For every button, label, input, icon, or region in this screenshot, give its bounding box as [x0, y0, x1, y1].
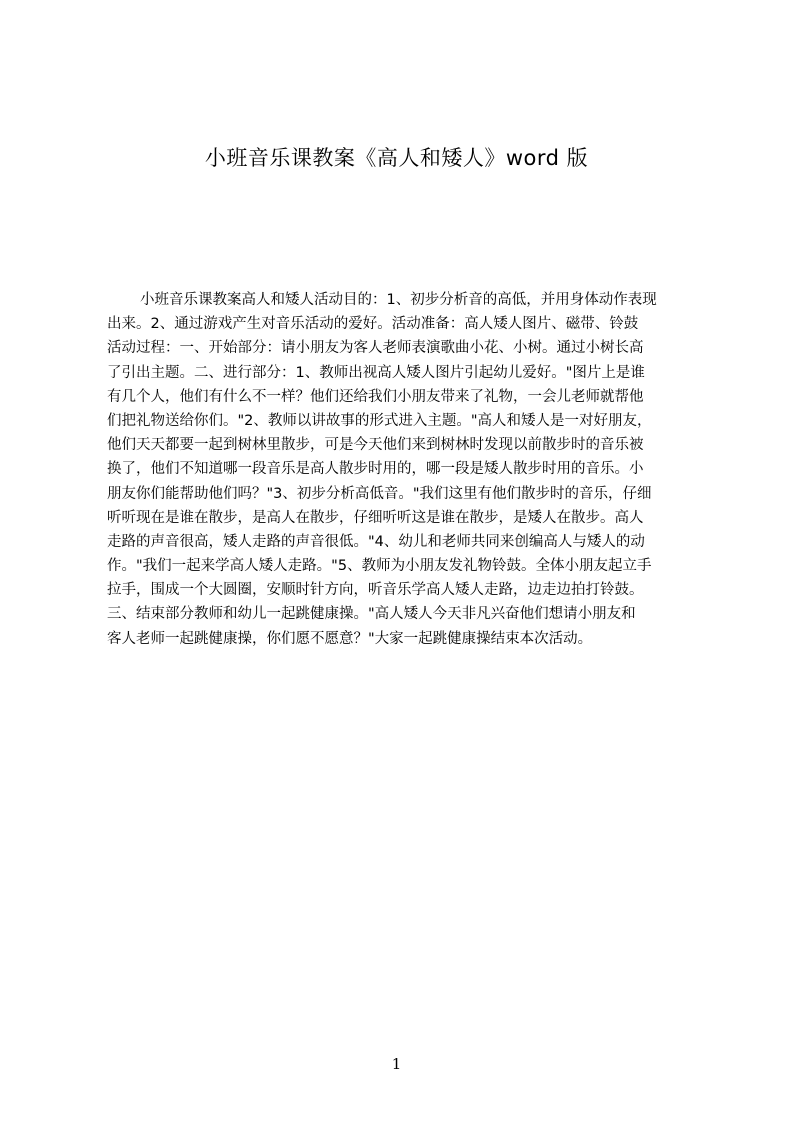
body-line: 他们天天都要一起到树林里散步，可是今天他们来到树林时发现以前散步时的音乐被 — [107, 437, 644, 454]
body-line: 走路的声音很高，矮人走路的声音很低。"4、幼儿和老师共同来创编高人与矮人的动 — [107, 533, 645, 550]
body-line: 出来。2、通过游戏产生对音乐活动的爱好。活动准备：高人矮人图片、磁带、铃鼓 — [107, 316, 639, 333]
body-line: 换了，他们不知道哪一段音乐是高人散步时用的，哪一段是矮人散步时用的音乐。小 — [107, 461, 644, 478]
body-line: 朋友你们能帮助他们吗？"3、初步分析高低音。"我们这里有他们散步时的音乐，仔细 — [107, 485, 652, 502]
body-line: 作。"我们一起来学高人矮人走路。"5、教师为小朋友发礼物铃鼓。全体小朋友起立手 — [107, 558, 652, 575]
page-number: 1 — [391, 1055, 402, 1073]
body-line: 活动过程：一、开始部分：请小朋友为客人老师表演歌曲小花、小树。通过小树长高 — [107, 340, 644, 357]
body-line: 了引出主题。二、进行部分：1、教师出视高人矮人图片引起幼儿爱好。"图片上是谁 — [107, 364, 645, 381]
body-line: 有几个人，他们有什么不一样？他们还给我们小朋友带来了礼物，一会儿老师就帮他 — [107, 388, 644, 405]
document-body — [107, 288, 698, 651]
body-line: 听听现在是谁在散步，是高人在散步，仔细听听这是谁在散步，是矮人在散步。高人 — [107, 509, 644, 526]
body-line: 拉手，围成一个大圆圈，安顺时针方向，听音乐学高人矮人走路，边走边拍打铃鼓。 — [107, 582, 644, 599]
body-line: 三、结束部分教师和幼儿一起跳健康操。"高人矮人今天非凡兴奋他们想请小朋友和 — [107, 606, 636, 623]
body-line: 客人老师一起跳健康操，你们愿不愿意？"大家一起跳健康操结束本次活动。 — [107, 630, 593, 647]
document-title: 小班音乐课教案《高人和矮人》word 版 — [204, 146, 589, 170]
body-line: 们把礼物送给你们。"2、教师以讲故事的形式进入主题。"高人和矮人是一对好朋友， — [107, 412, 652, 429]
body-line: 小班音乐课教案高人和矮人活动目的：1、初步分析音的高低，并用身体动作表现 — [140, 292, 657, 308]
